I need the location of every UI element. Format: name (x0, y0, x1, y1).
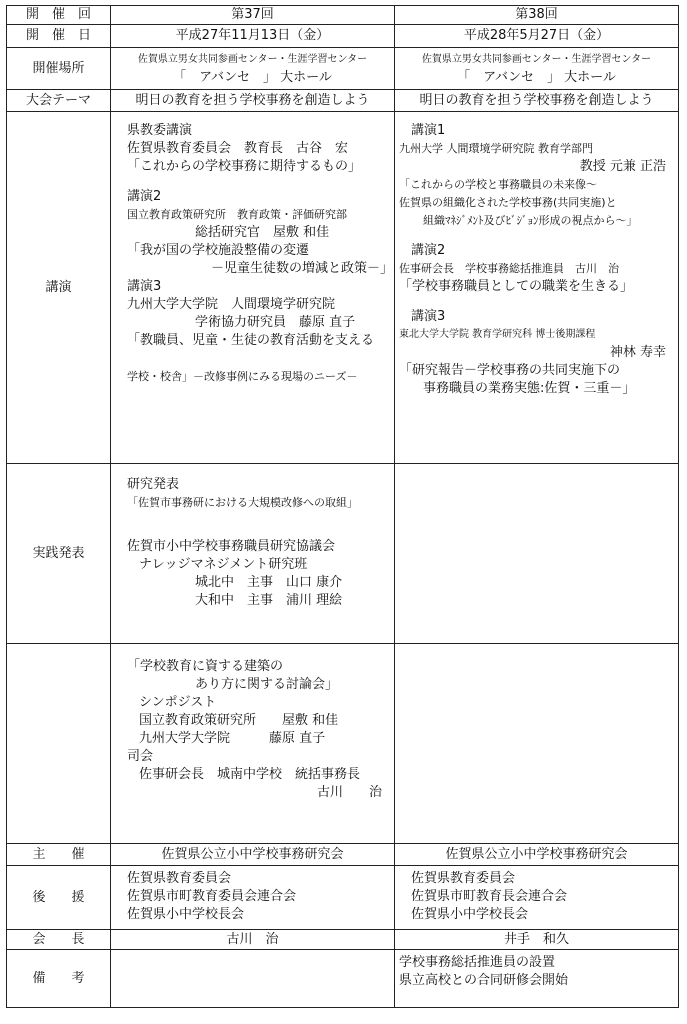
venue-37-line2: 「 アバンセ 」 大ホール (173, 69, 332, 85)
row-president (7, 930, 679, 950)
lecture-38-line: 「これからの学校と事務職員の未来像～ (399, 178, 597, 191)
date-38: 平成28年5月27日（金） (395, 25, 679, 48)
label-notes: 備 考 (7, 950, 111, 1008)
venue-38-line2: 「 アバンセ 」 大ホール (457, 69, 616, 85)
support-37-line: 佐賀県市町教育委員会連合会 (127, 889, 297, 904)
lecture-37-line: 「教職員、児童・生徒の教育活動を支える (127, 333, 375, 348)
lecture-37-line: 学校・校舎」－改修事例にみる現場のニーズ－ (127, 370, 358, 383)
venue-37 (111, 48, 395, 90)
lecture-37-line: 講演2 (127, 189, 162, 204)
row-date (7, 25, 679, 48)
notes-38-line: 県立高校との合同研修会開始 (399, 973, 569, 988)
practice-37-line: 研究発表 (127, 477, 180, 492)
symposium-37-line: 佐事研会長 城南中学校 統括事務長 (139, 767, 361, 782)
practice-38 (395, 464, 679, 644)
symposium-38 (395, 644, 679, 844)
lecture-38-line: 組織ﾏﾈｼﾞﾒﾝﾄ及びﾋﾞｼﾞｮﾝ形成の視点から～」 (423, 214, 638, 227)
date-37: 平成27年11月13日（金） (111, 25, 395, 48)
lecture-38-line: 佐賀県の組織化された学校事務(共同実施)と (399, 196, 617, 209)
row-theme (7, 90, 679, 112)
label-lecture: 講演 (7, 112, 111, 464)
symposium-37-line: あり方に関する討論会」 (195, 677, 339, 692)
lecture-38-line: 神林 寿幸 (609, 345, 666, 360)
lecture-38-line: 「学校事務職員としての職業を生きる」 (399, 279, 634, 294)
label-symposium (7, 644, 111, 844)
president-38: 井手 和久 (395, 930, 679, 950)
symposium-37-line: 国立教育政策研究所 屋敷 和佳 (139, 713, 339, 728)
label-host: 主 催 (7, 844, 111, 866)
kai-38: 第38回 (395, 6, 679, 25)
host-38: 佐賀県公立小中学校事務研究会 (395, 844, 679, 866)
label-president: 会 長 (7, 930, 111, 950)
venue-38-line1: 佐賀県立男女共同参画センター・生涯学習センター (421, 53, 652, 65)
label-support: 後 援 (7, 866, 111, 930)
practice-37-line: 「佐賀市事務研における大規模改修への取組」 (127, 496, 358, 509)
row-lecture (7, 112, 679, 464)
lecture-37-line: 九州大学大学院 人間環境学研究院 (127, 297, 336, 312)
lecture-38-line: 佐事研会長 学校事務総括推進員 古川 治 (399, 262, 619, 275)
lecture-38-line: 講演3 (411, 309, 446, 324)
host-37: 佐賀県公立小中学校事務研究会 (111, 844, 395, 866)
label-practice: 実践発表 (7, 464, 111, 644)
lecture-38-line: 講演1 (411, 123, 446, 138)
support-37-line: 佐賀県小中学校長会 (127, 907, 245, 922)
lecture-37-line: 佐賀県教育委員会 教育長 古谷 宏 (127, 141, 349, 156)
lecture-38-line: 事務職員の業務実態:佐賀・三重－」 (423, 381, 636, 396)
row-host (7, 844, 679, 866)
practice-37-line: ナレッジマネジメント研究班 (139, 557, 308, 572)
row-support (7, 866, 679, 930)
lecture-37-line: 「我が国の学校施設整備の変遷 (127, 243, 310, 258)
label-venue: 開催場所 (7, 48, 111, 90)
lecture-37-line: 国立教育政策研究所 教育政策・評価研究部 (127, 208, 347, 221)
lecture-37-line: 「これからの学校事務に期待するもの」 (127, 159, 362, 174)
support-38-line: 佐賀県教育委員会 (411, 871, 516, 886)
venue-37-line1: 佐賀県立男女共同参画センター・生涯学習センター (137, 53, 368, 65)
support-38 (395, 866, 679, 930)
practice-37-line: 佐賀市小中学校事務職員研究協議会 (127, 539, 336, 554)
practice-37-line: 城北中 主事 山口 康介 (195, 575, 343, 590)
event-comparison-table (6, 5, 679, 1008)
symposium-37-line: 九州大学大学院 藤原 直子 (139, 731, 326, 746)
notes-38 (395, 950, 679, 1008)
support-38-line: 佐賀県市町教育長会連合会 (411, 889, 568, 904)
practice-37 (111, 464, 395, 644)
notes-38-line: 学校事務総括推進員の設置 (399, 955, 556, 970)
support-38-line: 佐賀県小中学校長会 (411, 907, 529, 922)
row-notes (7, 950, 679, 1008)
row-kai (7, 6, 679, 25)
lecture-38-line: 東北大学大学院 教育学研究科 博士後期課程 (399, 329, 596, 340)
symposium-37-line: シンポジスト (139, 695, 217, 710)
lecture-37-line: 学術協力研究員 藤原 直子 (195, 315, 356, 330)
lecture-38 (395, 112, 679, 464)
label-date: 開 催 日 (7, 25, 111, 48)
lecture-37 (111, 112, 395, 464)
row-venue (7, 48, 679, 90)
lecture-38-line: 「研究報告－学校事務の共同実施下の (399, 363, 621, 378)
theme-38: 明日の教育を担う学校事務を創造しよう (395, 90, 679, 112)
lecture-37-line: 総括研究官 屋敷 和佳 (195, 225, 330, 240)
lecture-37-line: －児童生徒数の増減と政策－」 (211, 261, 394, 276)
lecture-38-line: 教授 元兼 正浩 (579, 159, 666, 174)
practice-37-line: 大和中 主事 浦川 理絵 (195, 593, 343, 608)
symposium-37 (111, 644, 395, 844)
support-37 (111, 866, 395, 930)
symposium-37-line: 古川 治 (316, 785, 382, 800)
lecture-38-line: 講演2 (411, 243, 446, 258)
president-37: 古川 治 (111, 930, 395, 950)
symposium-37-line: 司会 (127, 749, 154, 764)
theme-37: 明日の教育を担う学校事務を創造しよう (111, 90, 395, 112)
label-theme: 大会テーマ (7, 90, 111, 112)
lecture-37-line: 県教委講演 (127, 123, 193, 138)
venue-38 (395, 48, 679, 90)
kai-37: 第37回 (111, 6, 395, 25)
row-symposium (7, 644, 679, 844)
symposium-37-line: 「学校教育に資する建築の (127, 659, 284, 674)
lecture-37-line: 講演3 (127, 279, 162, 294)
notes-37 (111, 950, 395, 1008)
label-kai: 開 催 回 (7, 6, 111, 25)
support-37-line: 佐賀県教育委員会 (127, 871, 232, 886)
row-practice (7, 464, 679, 644)
lecture-38-line: 九州大学 人間環境学研究院 教育学部門 (399, 142, 593, 155)
